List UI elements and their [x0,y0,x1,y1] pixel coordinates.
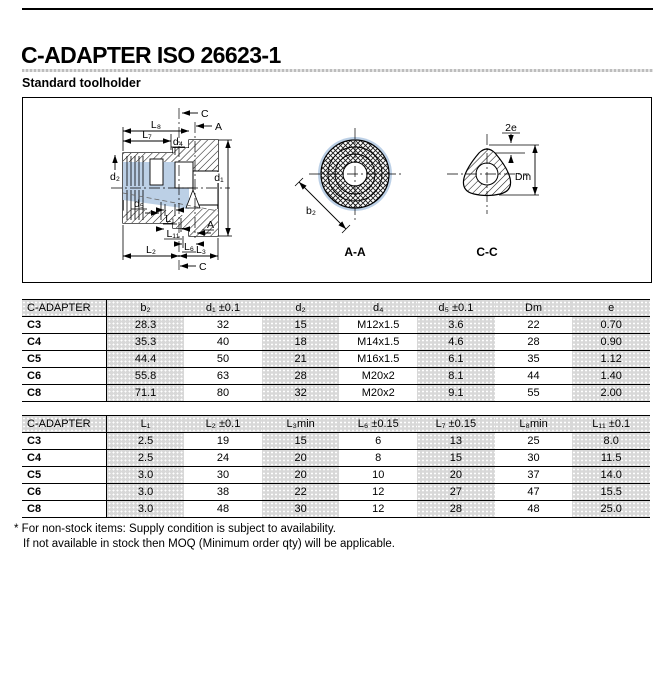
dim-label-l11: L₁₁ [166,228,180,240]
cell: 2.5 [107,450,185,467]
cell: 15 [417,450,495,467]
cell: 3.0 [107,484,185,501]
table-row [22,501,650,518]
table-header-row [22,416,650,433]
table-header-row [22,300,650,317]
section-aa-label: A-A [344,245,366,259]
cell: 8.0 [572,433,650,450]
cell: 21 [262,351,340,368]
col-header-l8min: L₈min [495,416,573,433]
footnote-line-2: If not available in stock then MOQ (Minimum order qty) will be applicable. [23,538,395,550]
cell: 0.90 [572,334,650,351]
section-cc-label: C-C [476,245,498,259]
cell: 12 [339,484,417,501]
dim-label-d5: d₅ [133,198,145,210]
dim-label-2e: 2e [505,122,517,134]
table-row [22,433,650,450]
row-label: C4 [22,334,107,351]
cell: 35 [495,351,573,368]
cell: 13 [417,433,495,450]
cell: 1.12 [572,351,650,368]
row-label: C5 [22,351,107,368]
table-row [22,317,650,334]
col-header-d5: d₅ ±0.1 [417,300,495,317]
cell: 28.3 [107,317,185,334]
dim-label-l8: L₈ [150,119,162,131]
table-row [22,484,650,501]
cell: 8 [339,450,417,467]
cell: M16x1.5 [339,351,417,368]
cell: 6 [339,433,417,450]
row-label: C5 [22,467,107,484]
cell: 20 [262,450,340,467]
dim-label-c-bottom: C [199,261,207,273]
row-label: C3 [22,433,107,450]
col-header-l7: L₇ ±0.15 [417,416,495,433]
col-header-d4: d₄ [339,300,417,317]
cell: 10 [339,467,417,484]
cell: 4.6 [417,334,495,351]
spec-table-dimensions-d [22,299,650,402]
col-header-l2: L₂ ±0.1 [184,416,262,433]
dim-label-l7: L₇ [142,129,152,141]
dim-label-dm: Dm [514,171,532,183]
dim-label-d1: d₁ [214,172,224,184]
dim-label-l6: L₆ [183,241,195,253]
col-header-l3min: L₃min [262,416,340,433]
dim-label-b2: b₂ [306,205,316,217]
top-rule [22,8,653,10]
cell: 71.1 [107,385,185,402]
page-title: C-ADAPTER ISO 26623-1 [21,42,281,68]
cell: 0.70 [572,317,650,334]
table-row [22,450,650,467]
row-label: C3 [22,317,107,334]
col-header-l11: L₁₁ ±0.1 [572,416,650,433]
cell: 48 [495,501,573,518]
cell: 1.40 [572,368,650,385]
table-row [22,351,650,368]
cell: 25 [495,433,573,450]
cell: 15 [262,433,340,450]
cell: 8.1 [417,368,495,385]
col-header-dm: Dm [495,300,573,317]
section-aa-view [295,128,401,259]
table-row [22,385,650,402]
section-cc-view [447,122,539,259]
dim-label-a-bottom: A [207,219,215,231]
row-label: C4 [22,450,107,467]
cell: 20 [417,467,495,484]
col-header-e: e [572,300,650,317]
dim-label-l2: L₂ [146,244,156,256]
title-divider [22,69,653,72]
cell: 3.0 [107,467,185,484]
cell: 20 [262,467,340,484]
row-label: C8 [22,385,107,402]
cell: 48 [184,501,262,518]
col-header-l6: L₆ ±0.15 [339,416,417,433]
cell: 35.3 [107,334,185,351]
col-header-b2: b₂ [107,300,185,317]
side-section-view [110,108,232,273]
cell: M20x2 [339,368,417,385]
cell: 28 [262,368,340,385]
cell: 27 [417,484,495,501]
cell: 30 [495,450,573,467]
cell: 3.6 [417,317,495,334]
cell: 80 [184,385,262,402]
col-header-adapter: C-ADAPTER [22,416,107,433]
cell: 2.5 [107,433,185,450]
cell: 11.5 [572,450,650,467]
table-row [22,368,650,385]
cell: 15.5 [572,484,650,501]
cell: 12 [339,501,417,518]
cell: 2.00 [572,385,650,402]
cell: 19 [184,433,262,450]
cell: 38 [184,484,262,501]
cell: M20x2 [339,385,417,402]
technical-drawing-box [22,97,652,283]
col-header-d1: d₁ ±0.1 [184,300,262,317]
row-label: C8 [22,501,107,518]
cell: 9.1 [417,385,495,402]
cell: 6.1 [417,351,495,368]
dim-label-d2: d₂ [110,171,120,183]
cell: 55 [495,385,573,402]
cell: 37 [495,467,573,484]
col-header-adapter: C-ADAPTER [22,300,107,317]
dim-label-l3: L₃ [195,244,207,256]
dim-label-a-top: A [215,121,223,133]
cell: 22 [495,317,573,334]
dim-label-c-top: C [201,108,209,120]
cell: 32 [262,385,340,402]
col-header-d2: d₂ [262,300,340,317]
cell: 63 [184,368,262,385]
dim-label-l1: L₁ [165,213,175,225]
cell: 30 [184,467,262,484]
cell: M12x1.5 [339,317,417,334]
technical-drawing [23,98,651,282]
cell: 44 [495,368,573,385]
spec-table-dimensions-l [22,415,650,518]
row-label: C6 [22,368,107,385]
cell: 50 [184,351,262,368]
cell: 55.8 [107,368,185,385]
cell: 40 [184,334,262,351]
row-label: C6 [22,484,107,501]
page-subtitle: Standard toolholder [22,76,141,90]
cell: 14.0 [572,467,650,484]
cell: 44.4 [107,351,185,368]
cell: 32 [184,317,262,334]
cell: 24 [184,450,262,467]
cell: 22 [262,484,340,501]
footnote [14,522,395,552]
cell: 28 [417,501,495,518]
table-row [22,467,650,484]
cell: 3.0 [107,501,185,518]
footnote-line-1: * For non-stock items: Supply condition is subject to availability. [14,523,336,535]
cell: 18 [262,334,340,351]
cell: 15 [262,317,340,334]
cell: 30 [262,501,340,518]
cell: M14x1.5 [339,334,417,351]
col-header-l1: L₁ [107,416,185,433]
cell: 28 [495,334,573,351]
cell: 25.0 [572,501,650,518]
dim-label-d4: d₄ [172,136,184,148]
table-row [22,334,650,351]
cell: 47 [495,484,573,501]
